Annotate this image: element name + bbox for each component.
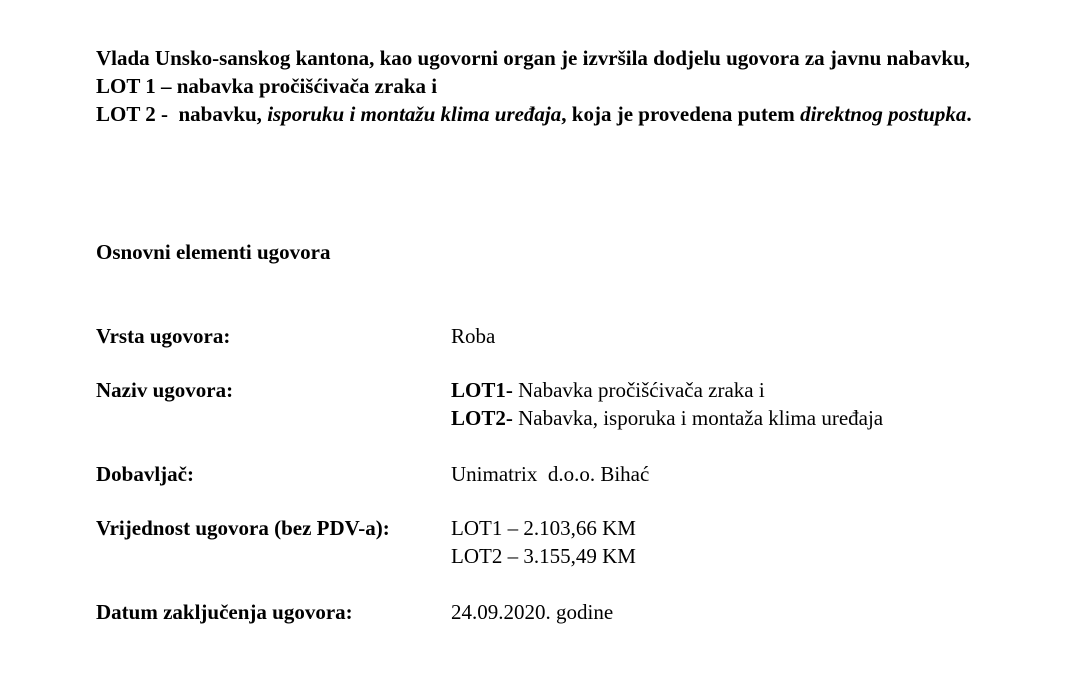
naziv-lot2-text: Nabavka, isporuka i montaža klima uređaja [512, 406, 884, 430]
vrijednost-value [451, 514, 636, 570]
dobavljac-value: Unimatrix d.o.o. Bihać [451, 462, 650, 486]
intro-lot2-prefix: LOT 2 - nabavku, [96, 102, 268, 126]
vrijednost-label: Vrijednost ugovora (bez PDV-a): [96, 516, 390, 540]
datum-label: Datum zaključenja ugovora: [96, 600, 353, 624]
intro-lot2-middle: , koja je provedena putem [561, 102, 801, 126]
intro-line-lot1: LOT 1 – nabavka pročišćivača zraka i [96, 74, 438, 98]
intro-paragraph [96, 44, 1006, 128]
naziv-label: Naziv ugovora: [96, 378, 234, 402]
naziv-lot1-tag: LOT1- [451, 378, 513, 402]
naziv-lot2 [451, 404, 883, 432]
naziv-lot1-text: Nabavka pročišćivača zraka i [512, 378, 765, 402]
naziv-lot2-tag: LOT2- [451, 406, 513, 430]
naziv-lot1 [451, 376, 883, 404]
vrsta-label: Vrsta ugovora: [96, 324, 231, 348]
section-title: Osnovni elementi ugovora [96, 240, 331, 264]
vrijednost-lot2: LOT2 – 3.155,49 KM [451, 544, 636, 568]
intro-line-1: Vlada Unsko-sanskog kantona, kao ugovorni organ je izvršila dodjelu ugovora za javnu nabavku, [96, 46, 971, 70]
vrsta-value: Roba [451, 324, 496, 348]
intro-procedure-italic: direktnog postupka [800, 102, 967, 126]
intro-end-period: . [966, 102, 972, 126]
vrijednost-lot1: LOT1 – 2.103,66 KM [451, 516, 636, 540]
document-page [96, 44, 1006, 624]
dobavljac-label: Dobavljač: [96, 462, 194, 486]
naziv-value [451, 376, 883, 432]
intro-line-lot2 [96, 100, 1006, 128]
datum-value: 24.09.2020. godine [451, 600, 614, 624]
intro-lot2-italic: isporuku i montažu klima uređaja [267, 102, 562, 126]
